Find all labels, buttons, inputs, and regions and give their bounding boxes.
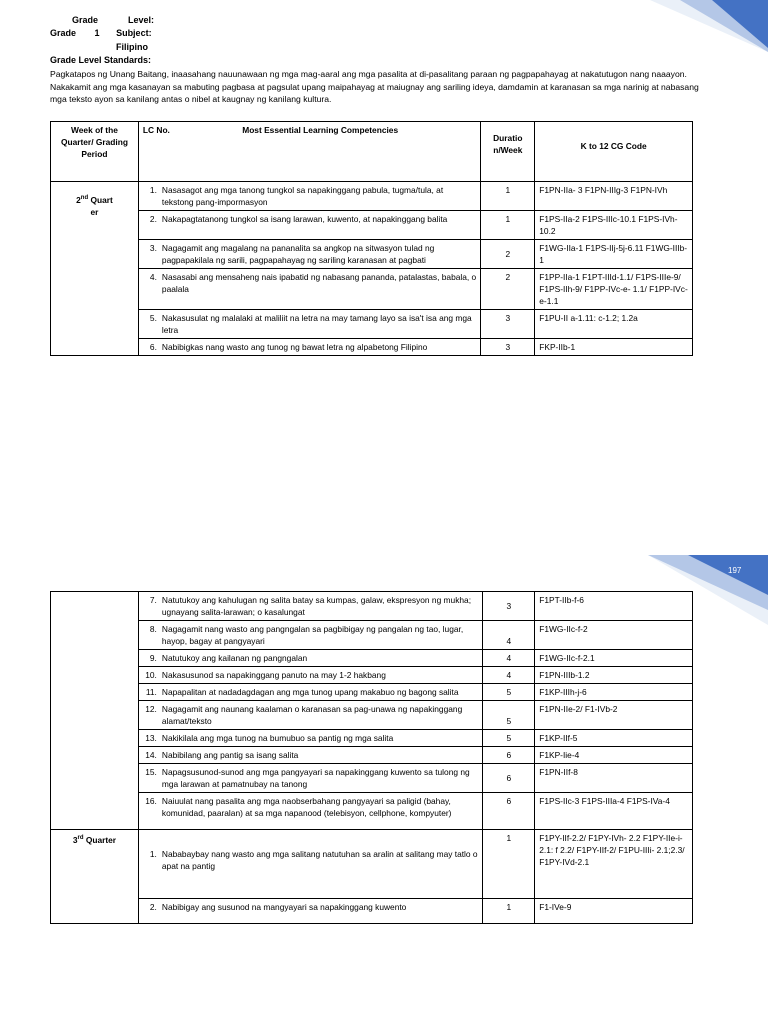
duration-cell: 5 xyxy=(483,684,535,701)
table-row: 5. Nakasusulat ng malalaki at maliliit na letra na may tamang layo sa isa't isa ang mga letra xyxy=(138,310,480,339)
duration-cell: 3 xyxy=(481,310,535,339)
col-duration-header: Duratio n/Week xyxy=(481,122,535,182)
code-cell: F1PS-IIa-2 F1PS-IIIc-10.1 F1PS-IVh-10.2 xyxy=(535,211,693,240)
quarter-3-cell: 3rd Quarter xyxy=(51,830,139,924)
duration-cell: 1 xyxy=(481,182,535,211)
table-row: 13. Nakikilala ang mga tunog na bumubuo sa pantig ng mga salita xyxy=(138,730,482,747)
duration-cell: 3 xyxy=(483,592,535,621)
duration-cell: 1 xyxy=(481,211,535,240)
code-cell: F1WG-IIa-1 F1PS-IIj-5j-6.11 F1WG-IIIb-1 xyxy=(535,240,693,269)
table-row: 7. Natutukoy ang kahulugan ng salita batay sa kumpas, galaw, ekspresyon ng mukha; ugnayang salita-larawan; o kasalungat xyxy=(138,592,482,621)
table-row: 1. Nasasagot ang mga tanong tungkol sa napakinggang pabula, tugma/tula, at tekstong pang-impormasyon xyxy=(138,182,480,211)
quarter-2-cell: 2nd Quart er xyxy=(51,182,139,356)
col-week-header: Week of the Quarter/ Grading Period xyxy=(51,122,139,182)
duration-cell: 6 xyxy=(483,793,535,830)
grade-row: Grade 1 Subject: xyxy=(50,28,152,38)
code-cell: F1PN-IIe-2/ F1-IVb-2 xyxy=(535,701,693,730)
code-cell: F1PS-IIc-3 F1PS-IIIa-4 F1PS-IVa-4 xyxy=(535,793,693,830)
competency-table-top xyxy=(50,121,693,356)
table-row: 2. Nabibigay ang susunod na mangyayari sa napakinggang kuwento xyxy=(138,899,482,924)
duration-cell: 2 xyxy=(481,269,535,310)
standards-text: Pagkatapos ng Unang Baitang, inaasahang nauunawaan ng mga mag-aaral ang mga pasalita at di-pasalitang paraan ng pagpapahayag at nakatutugon nang naaayon. Nakakamit ang mga kasanayan sa mabuting pagbasa at pagsulat upang maipahayag at maiugnay ang sariling ideya, damdamin at karanasan sa mga narinig at nabasang mga teksto ayon sa kanilang antas o nibel at kaugnay ng kanilang kultura. xyxy=(50,69,699,104)
table-row: 3. Nagagamit ang magalang na pananalita sa angkop na sitwasyon tulad ng pagpapakilala ng sarili, pagpapahayag ng sariling karanasan at pagbati xyxy=(138,240,480,269)
level-label: Level: xyxy=(128,15,155,25)
duration-cell: 5 xyxy=(483,730,535,747)
table-row: 10. Nakasusunod sa napakinggang panuto na may 1-2 hakbang xyxy=(138,667,482,684)
duration-cell: 3 xyxy=(481,339,535,356)
code-cell: F1WG-IIc-f-2.1 xyxy=(535,650,693,667)
standards-label: Grade Level Standards: xyxy=(50,55,152,65)
table-row: 12. Nagagamit ang naunang kaalaman o karanasan sa pag-unawa ng napakinggang alamat/teksto xyxy=(138,701,482,730)
table-row: 15. Napagsusunod-sunod ang mga pangyayari sa napakinggang kuwento sa tulong ng mga larawan at pamatnubay na tanong xyxy=(138,764,482,793)
duration-cell: 1 xyxy=(483,830,535,899)
code-cell: F1PT-IIb-f-6 xyxy=(535,592,693,621)
table-row: 16. Naiuulat nang pasalita ang mga naobserbahang pangyayari sa paligid (bahay, komunidad, paaralan) at sa mga napanood (telebisyon, cellphone, kompyuter) xyxy=(138,793,482,830)
col-melc-header: LC No. Most Essential Learning Competencies xyxy=(138,122,480,182)
duration-cell: 6 xyxy=(483,747,535,764)
quarter-2-continued-cell xyxy=(51,592,139,830)
code-cell: F1PP-IIa-1 F1PT-IIId-1.1/ F1PS-IIIe-9/ F1PS-IIh-9/ F1PP-IVc-e- 1.1/ F1PP-IVc-e-1.1 xyxy=(535,269,693,310)
corner-decoration-top xyxy=(650,0,768,52)
duration-cell: 4 xyxy=(483,667,535,684)
code-cell: F1PN-IIa- 3 F1PN-IIIg-3 F1PN-IVh xyxy=(535,182,693,211)
table-row: 1. Nababaybay nang wasto ang mga salitang natutuhan sa aralin at salitang may tatlo o apat na pantig xyxy=(138,830,482,899)
duration-cell: 2 xyxy=(481,240,535,269)
table-row: 2. Nakapagtatanong tungkol sa isang larawan, kuwento, at napakinggang balita xyxy=(138,211,480,240)
grade-label: Grade xyxy=(72,15,99,25)
code-cell: F1KP-IIf-5 xyxy=(535,730,693,747)
subject-value: Filipino xyxy=(116,42,148,52)
table-row: 14. Nabibilang ang pantig sa isang salita xyxy=(138,747,482,764)
code-cell: F1KP-Iie-4 xyxy=(535,747,693,764)
code-cell: F1KP-IIIh-j-6 xyxy=(535,684,693,701)
competency-table-bottom xyxy=(50,591,693,924)
code-cell: F1PN-IIIb-1.2 xyxy=(535,667,693,684)
page-number: 197 xyxy=(728,566,742,575)
duration-cell: 5 xyxy=(483,701,535,730)
table-row: 11. Napapalitan at nadadagdagan ang mga tunog upang makabuo ng bagong salita xyxy=(138,684,482,701)
code-cell: F1PN-IIf-8 xyxy=(535,764,693,793)
code-cell: F1PU-II a-1.11: c-1.2; 1.2a xyxy=(535,310,693,339)
duration-cell: 4 xyxy=(483,650,535,667)
table-row: 6. Nabibigkas nang wasto ang tunog ng bawat letra ng alpabetong Filipino xyxy=(138,339,480,356)
code-cell: F1PY-IIf-2.2/ F1PY-IVh- 2.2 F1PY-IIe-i-2.1: f 2.2/ F1PY-IIf-2/ F1PU-IIIi- 2.1;2.3/ F1PY-IVd-2.1 xyxy=(535,830,693,899)
code-cell: FKP-IIb-1 xyxy=(535,339,693,356)
duration-cell: 1 xyxy=(483,899,535,924)
table-row: 8. Nagagamit nang wasto ang pangngalan sa pagbibigay ng pangalan ng tao, lugar, hayop, bagay at pangyayari xyxy=(138,621,482,650)
duration-cell: 4 xyxy=(483,621,535,650)
col-code-header: K to 12 CG Code xyxy=(535,122,693,182)
code-cell: F1-IVe-9 xyxy=(535,899,693,924)
table-row: 9. Natutukoy ang kailanan ng pangngalan xyxy=(138,650,482,667)
duration-cell: 6 xyxy=(483,764,535,793)
code-cell: F1WG-IIc-f-2 xyxy=(535,621,693,650)
table-row: 4. Nasasabi ang mensaheng nais ipabatid ng nabasang pananda, patalastas, babala, o paalala xyxy=(138,269,480,310)
